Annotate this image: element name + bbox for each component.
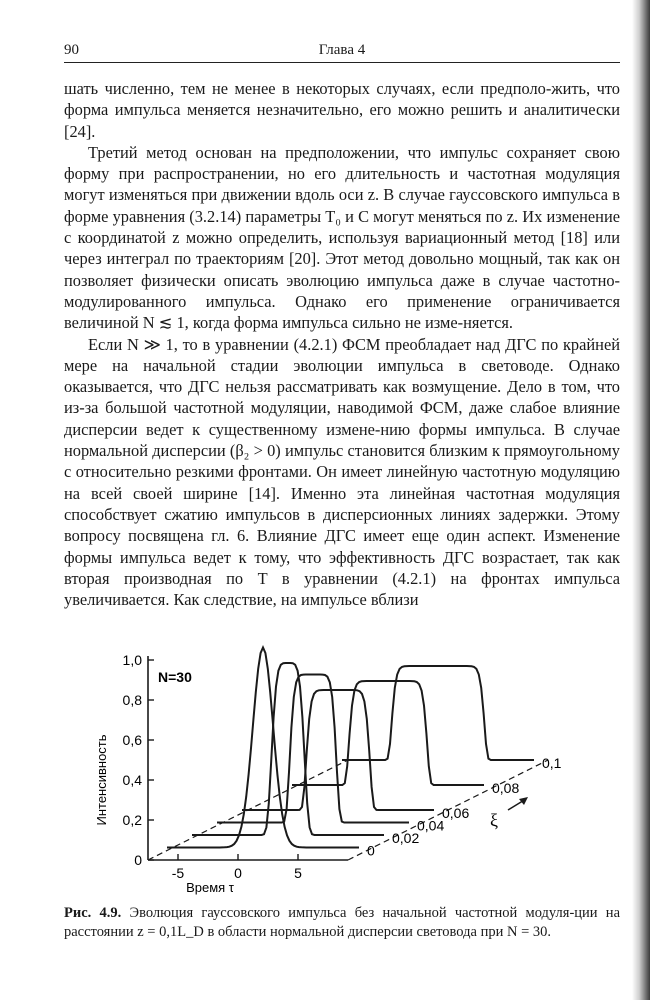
- xi-label: ξ: [490, 810, 499, 830]
- y-tick-label: 0,4: [122, 772, 142, 788]
- figure-4-9: [94, 640, 638, 900]
- y-tick-label: 1,0: [122, 652, 142, 668]
- curve-label: 0,02: [392, 830, 420, 846]
- curve-label: 0,04: [417, 817, 445, 834]
- chapter-title: Глава 4: [318, 42, 366, 58]
- caption-text: Эволюция гауссовского импульса без начальной частотной модуля-ции на расстоянии z = 0,1L_D в области нормальной дисперсии световода при N = 30.: [64, 905, 621, 940]
- header-rule: [64, 62, 620, 63]
- paragraph-1: шать численно, тем не менее в некоторых случаях, если предполо-жить, что форма импульса меняется незначительно, его можно решить и аналитически [24].: [64, 79, 620, 141]
- y-tick-label: 0,2: [122, 812, 142, 828]
- paragraph-2: Третий метод основан на предположении, что импульс сохраняет свою форму при распространении, но его длительность и частотная модуляция могут изменяться при движении вдоль оси z. В случае гауссовского импульса в форме уравнения (3.2.14) параметры T₀ и C могут меняться по z. Их изменение с координатой z можно определить, используя вариационный метод [18] или через интеграл по траекториям [20]. Этот метод довольно мощный, так как он позволяет физически описать эволюцию импульса даже в случае частотно-модулированного импульса. Однако его применение ограничивается величиной N ≲ 1, когда форма импульса сильно не изме-няется.: [64, 142, 620, 333]
- page-number: 90: [64, 42, 79, 58]
- chart-curves: [167, 648, 534, 848]
- curve-label: 0,08: [492, 780, 520, 796]
- xi-arrow-head: [519, 797, 528, 805]
- y-tick-label: 0,6: [122, 732, 142, 748]
- paragraph-3: Если N ≫ 1, то в уравнении (4.2.1) ФСМ преобладает над ДГС по крайней мере на начальной стадии эволюции импульса в световоде. Однако оказывается, что ДГС нельзя рассматривать как возмущение. Дело в том, что из-за большой частотной модуляции, наводимой ФСМ, даже слабое влияние дисперсии ведет к существенному измене-нию формы импульса. В случае нормальной дисперсии (β₂ > 0) импульс становится близким к прямоугольному с относительно резкими фронтами. Он имеет линейную частотную модуляцию на всей своей ширине [14]. Именно эта линейная частотная модуляция способствует сжатию импульсов в дисперсионных линиях задержки. Этому вопросу посвящена гл. 6. Влияние ДГС имеет еще один аспект. Изменение формы импульса ведет к тому, что эффективность ДГС возрастает, так как вторая производная по T в уравнении (4.2.1) на фронтах импульса увеличивается. Как следствие, на импульсе вблизи: [64, 334, 620, 610]
- x-tick-label: -5: [171, 865, 185, 881]
- caption-label: Рис. 4.9.: [64, 905, 122, 921]
- n-annotation: N=30: [158, 669, 192, 685]
- curve-label: 0,06: [442, 805, 470, 821]
- curve-label: 0,1: [542, 755, 562, 771]
- y-axis-label: Интенсивность: [94, 734, 109, 826]
- x-axis-label: Время τ: [186, 880, 234, 895]
- y-tick-label: 0: [134, 852, 142, 868]
- curve-label: 0: [367, 842, 375, 859]
- figure-caption: [64, 904, 620, 941]
- curve-xi-0: [167, 648, 359, 848]
- waterfall-chart: [94, 640, 638, 900]
- x-tick-label: 5: [294, 865, 302, 881]
- y-tick-label: 0,8: [122, 692, 142, 708]
- x-tick-label: 0: [234, 865, 242, 881]
- curve-xi-0-08: [292, 681, 484, 785]
- page-header: [64, 40, 620, 64]
- body-text: [64, 78, 620, 610]
